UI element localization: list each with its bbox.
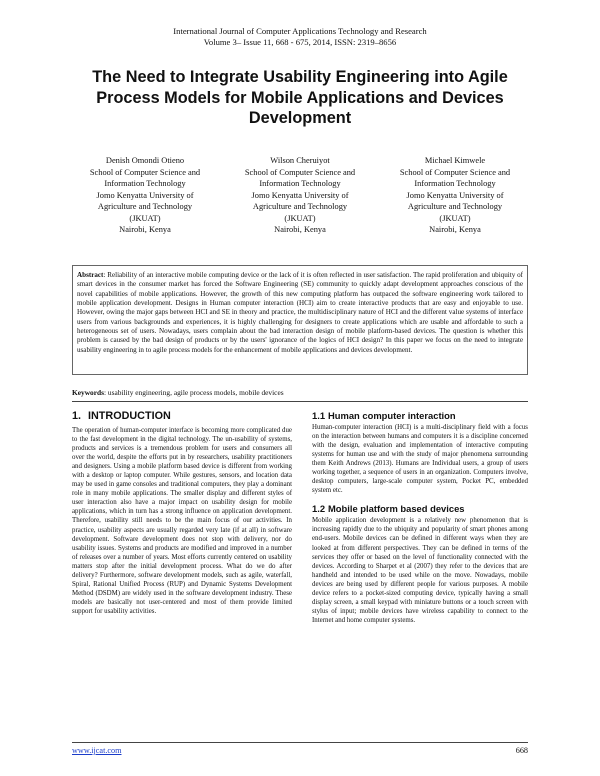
abstract bbox=[77, 271, 523, 355]
section-number: 1.2 bbox=[312, 503, 326, 515]
author-dept: Information Technology bbox=[259, 179, 341, 188]
section-heading-hci bbox=[312, 410, 528, 422]
author-university: Agriculture and Technology bbox=[252, 202, 348, 211]
footer-link[interactable]: www.ijcat.com bbox=[72, 746, 122, 755]
author-city: Nairobi, Kenya bbox=[274, 225, 326, 234]
author-university: Jomo Kenyatta University of bbox=[96, 190, 194, 200]
author-name: Wilson Cheruiyot bbox=[270, 156, 330, 165]
journal-volume: Volume 3– Issue 11, 668 - 675, 2014, ISSN: 2319–8656 bbox=[203, 36, 397, 47]
hci-text: Human-computer interaction (HCI) is a multi-disciplinary field with a focus on the interaction between humans and computers it is a discipline concerned with the design, evaluation and implementation of interactive computing systems for human use and with the study of major phenomena surrounding them Keith Andrews (2013). Humans are Individual users, a group of users working together, a sequence of users in an organization. Computers involve, desktop computers, large-scale computer system, Pocket PC, embedded system etc. bbox=[312, 424, 528, 495]
journal-name: International Journal of Computer Applications Technology and Research bbox=[173, 26, 427, 36]
author-name: Michael Kimwele bbox=[424, 156, 486, 165]
left-column bbox=[72, 410, 292, 616]
abstract-text: : Reliability of an interactive mobile computing device or the lack of it is often reflected in user satisfaction. The rapid proliferation and ubiquity of smart devices in the consumer market has forced the Software Engineering (SE) community to quickly adapt development approaches conscious of the novel capabilities of mobile applications. However, the growth of this new computing platform has outpaced the software engineering work tailored to mobile application development. Designs in Human computer interaction (HCI) aim to create interactive products that are easy and enjoyable to use. However, owing the major gaps between HCI and SE in theory and practice, the multidisciplinary nature of HCI and the different value systems of interface users from various backgrounds and experiences, it is highly challenging for designers to create applications which are usable and affordable to such a heterogeneous set of users. Nowadays, users complain about the bad interaction design of mobile platform-based devices. The question is whether this problem is caused by the bad design of products or by the users' ignorance of the logics of HCI design? In this paper we focus on the need to integrate usability engineering in to agile process models for the enhancement of mobile applications and devices development. bbox=[77, 271, 523, 354]
author-dept: School of Computer Science and bbox=[89, 167, 201, 177]
author-abbr: (JKUAT) bbox=[129, 213, 161, 223]
right-column bbox=[312, 410, 528, 625]
author-city: Nairobi, Kenya bbox=[119, 225, 171, 234]
section-title: Mobile platform based devices bbox=[328, 503, 465, 515]
author-3 bbox=[380, 155, 530, 236]
author-city: Nairobi, Kenya bbox=[429, 225, 481, 234]
author-dept: School of Computer Science and bbox=[244, 167, 356, 177]
paper-title: The Need to Integrate Usability Engineering into Agile Process Models for Mobile Applications and Devices Development bbox=[92, 68, 508, 127]
abstract-label: Abstract bbox=[77, 271, 104, 279]
footer-divider bbox=[72, 742, 528, 743]
section-title: Human computer interaction bbox=[328, 410, 456, 421]
section-heading-introduction bbox=[72, 410, 292, 423]
author-2 bbox=[225, 155, 375, 236]
author-abbr: (JKUAT) bbox=[284, 213, 316, 223]
author-dept: School of Computer Science and bbox=[399, 167, 511, 177]
author-dept: Information Technology bbox=[414, 179, 496, 188]
mobile-text: Mobile application development is a relatively new phenomenon that is increasing rapidly due to the ubiquity and popularity of smart phones among end-users. Mobile devices can be defined in different ways when they are looked at from different perspectives. They can be defined in terms of the services they offer or based on the level of functionality connected with the devices. According to Sharpet et al (2007) they refer to the devices that are handheld and intended to be used while on the move. Nowadays, mobile devices are being used by different people for various purposes. A mobile device refers to a pocket-sized computing device, typically having a small display screen, a small keypad with miniature buttons or a touch screen with stylus of input; mobile devices have wireless capability to connect to the Internet and home computer systems. bbox=[312, 517, 528, 624]
introduction-text: The operation of human-computer interface is becoming more complicated due to the fast development in the digital technology. The un-usability of systems, products and services is a tremendous problem for users and consumers all over the world, despite the efforts put in by researchers, usability practitioners and designers. Using a mobile platform based device is different from working with a desktop or laptop computer. While gestures, sensors, and location data may be used in game consoles and traditional computers, they play a dominant role in many mobile applications. The smaller display and different styles of user interaction also have a major impact on usability design for mobile applications, which in turn has a strong influence on application development. Therefore, usability still needs to be the main focus of our activities. In practice, usability aspects are usually regarded very late (if at all) in software development. Software development does not stop with delivery, nor do usability issues. Systems and products are modified and improved in a number of releases over a number of years. Most efforts currently centered on usability matters stop after the initial development process. What do we do after delivery? Furthermore, software development models, such as agile, waterfall, Spiral, Rational Unified Process (RUP) and Dynamic Systems Development Method (DSDM) are widely used in the software development industry. These models are basically not user-centered and most of them provide limited support for usability activities. bbox=[72, 427, 292, 615]
author-1 bbox=[70, 155, 220, 236]
author-abbr: (JKUAT) bbox=[439, 213, 471, 223]
author-university: Jomo Kenyatta University of bbox=[406, 190, 504, 200]
author-dept: Information Technology bbox=[104, 179, 186, 188]
section-heading-mobile bbox=[312, 503, 528, 515]
abstract-box bbox=[72, 265, 528, 375]
section-title: INTRODUCTION bbox=[88, 410, 171, 422]
author-university: Agriculture and Technology bbox=[407, 202, 503, 211]
keywords-label: Keywords bbox=[72, 388, 105, 397]
section-number: 1.1 bbox=[312, 410, 326, 421]
page-number: 668 bbox=[515, 746, 528, 755]
author-name: Denish Omondi Otieno bbox=[105, 156, 185, 165]
keywords-divider bbox=[72, 401, 528, 402]
section-number: 1. bbox=[72, 410, 82, 422]
journal-header bbox=[0, 26, 600, 47]
author-university: Agriculture and Technology bbox=[97, 202, 193, 211]
keywords bbox=[72, 388, 528, 398]
author-university: Jomo Kenyatta University of bbox=[251, 190, 349, 200]
keywords-text: : usability engineering, agile process models, mobile devices bbox=[104, 388, 284, 397]
